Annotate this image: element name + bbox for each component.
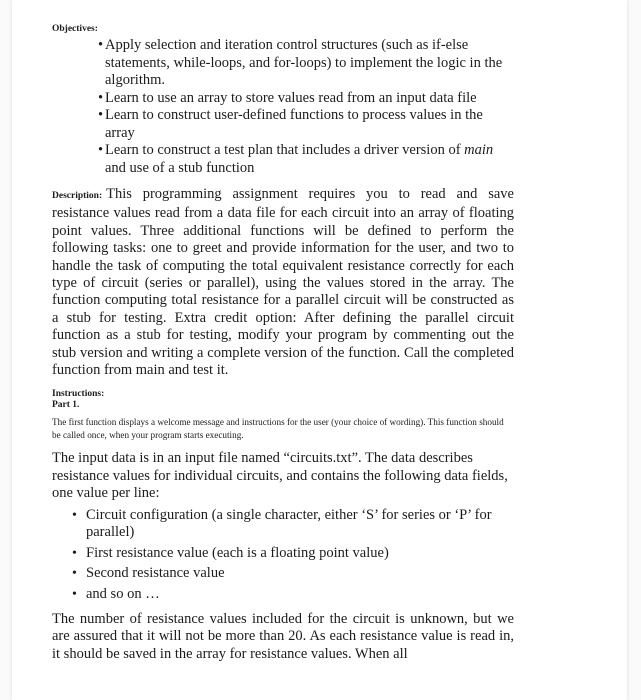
objectives-heading: Objectives: <box>52 24 98 34</box>
objective-item <box>98 142 514 177</box>
data-field-item: • Circuit configuration (a single character, either ‘S’ for series or ‘P’ for parallel) <box>72 507 514 542</box>
bullet-icon: • <box>98 142 104 158</box>
part-heading: Part 1. <box>52 400 80 411</box>
description-text: This programming assignment requires you to read and save resistance values read from a data file for each circuit into an array of floating point values. Three additional functions will be defined to perform the following tasks: one to greet and provide information for the user, and two to handle the task of computing the total equivalent resistance correctly for each type of circuit (series or parallel), using the values stored in the array. The function computing total resistance for a parallel circuit will be constructed as a stub for testing. Extra credit option: After defining the parallel circuit function as a stub for testing, modify your program by commenting out the stub version and writing a complete version of the function. Call the completed function from main and test it. <box>52 186 514 379</box>
objective-item <box>98 90 514 108</box>
objective-item <box>98 107 514 142</box>
description-label: Description: <box>52 191 103 201</box>
document-content <box>52 18 514 663</box>
final-paragraph: The number of resistance values included for the circuit is unknown, but we are assured that it will not be more than 20. As each resistance value is read in, it should be saved in the array for resistance values. When all <box>52 610 514 662</box>
instructions-heading: Instructions: <box>52 389 105 400</box>
objective-text-emphasis: main <box>464 142 494 158</box>
objective-text-after: and use of a stub function <box>105 159 255 176</box>
data-field-item: • Second resistance value <box>72 565 514 583</box>
objective-text-before: Learn to construct a test plan that includes a driver version of <box>105 142 461 158</box>
objective-item <box>98 37 514 90</box>
bullet-icon: • <box>98 37 104 53</box>
objectives-list <box>52 37 514 177</box>
bullet-icon: • <box>98 89 104 106</box>
bullet-icon: • <box>98 107 104 123</box>
input-data-paragraph: The input data is in an input file named “circuits.txt”. The data describes resistance values for individual circuits, and contains the following data fields, one value per line: <box>52 450 508 502</box>
objective-text: Learn to construct user-defined functions to process values in the array <box>105 107 483 141</box>
data-fields-list <box>52 507 514 604</box>
part-small-text: The first function displays a welcome message and instructions for the user (your choice of wording). This function should be called once, when your program starts executing. <box>52 417 504 441</box>
data-field-item: • and so on … <box>72 586 514 604</box>
objective-text: Learn to use an array to store values read from an input data file <box>105 89 477 106</box>
description-paragraph <box>52 186 514 379</box>
objective-text <box>105 142 514 177</box>
data-field-item: • First resistance value (each is a floating point value) <box>72 545 514 563</box>
objective-text: Apply selection and iteration control structures (such as if-else statements, while-loops, and for-loops) to implement the logic in the algorithm. <box>105 37 503 88</box>
document-page <box>12 0 627 700</box>
